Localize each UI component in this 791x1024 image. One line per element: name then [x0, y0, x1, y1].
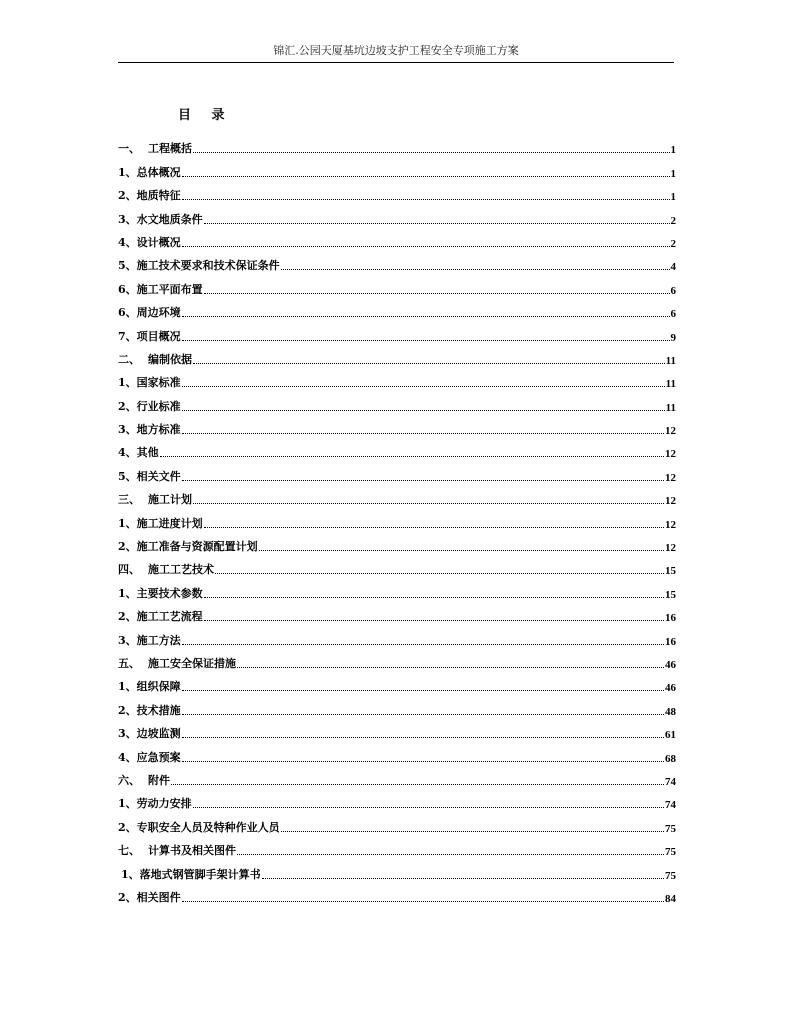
table-of-contents [118, 133, 676, 905]
toc-entry-text: 2、专职安全人员及特种作业人员 [118, 820, 280, 834]
toc-page-number: 74 [665, 799, 676, 812]
toc-entry-text: 1、组织保障 [118, 680, 181, 694]
toc-section-entry[interactable] [118, 203, 676, 226]
toc-dot-leader [182, 410, 665, 411]
toc-entry-text: 1、主要技术参数 [118, 586, 203, 600]
toc-page-number: 84 [665, 892, 676, 905]
toc-entry-text: 编制依据 [148, 352, 192, 366]
toc-section-entry[interactable] [118, 320, 676, 343]
toc-dot-leader [160, 456, 664, 457]
toc-section-entry[interactable] [118, 390, 676, 413]
toc-dot-leader [237, 667, 664, 668]
toc-entry-text: 3、边坡监测 [118, 727, 181, 741]
toc-page-number: 12 [665, 495, 676, 508]
toc-entry-text: 2、地质特征 [118, 189, 181, 203]
toc-chapter-entry[interactable] [118, 133, 676, 156]
toc-page-number: 11 [665, 378, 676, 391]
toc-page-number: 75 [665, 846, 676, 859]
toc-entry-text: 2、技术措施 [118, 703, 181, 717]
toc-entry-text: 3、施工方法 [118, 633, 181, 647]
toc-entry-text: 2、施工准备与资源配置计划 [118, 540, 258, 554]
toc-entry-text: 6、施工平面布置 [118, 282, 203, 296]
toc-dot-leader [182, 246, 670, 247]
toc-dot-leader [204, 597, 664, 598]
toc-page-number: 16 [665, 612, 676, 625]
toc-page-number: 12 [665, 518, 676, 531]
toc-entry-label [118, 632, 181, 648]
toc-dot-leader [193, 152, 670, 153]
toc-page-number: 9 [670, 331, 676, 344]
toc-entry-text: 1、劳动力安排 [118, 797, 192, 811]
toc-dot-leader [182, 480, 664, 481]
toc-section-entry[interactable] [118, 297, 676, 320]
toc-entry-label [118, 866, 261, 882]
header-title: 锦汇.公园天厦基坑边坡支护工程安全专项施工方案 [273, 44, 519, 57]
toc-dot-leader [204, 620, 664, 621]
toc-entry-text: 4、设计概况 [118, 235, 181, 249]
toc-entry-text: 附件 [148, 773, 170, 787]
toc-dot-leader [182, 433, 664, 434]
toc-entry-text: 4、应急预案 [118, 750, 181, 764]
toc-entry-text: 1、国家标准 [118, 376, 181, 390]
toc-chapter-number: 六、 [118, 773, 140, 787]
toc-section-entry[interactable] [118, 367, 676, 390]
toc-chapter-number: 一、 [118, 142, 140, 156]
toc-entry-text: 4、其他 [118, 446, 159, 460]
toc-entry-label [118, 515, 203, 531]
toc-section-entry[interactable] [118, 624, 676, 647]
toc-entry-text: 3、水文地质条件 [118, 212, 203, 226]
toc-dot-leader [182, 316, 670, 317]
toc-page-number: 6 [670, 284, 676, 297]
toc-page-number: 15 [665, 565, 676, 578]
toc-page-number: 4 [670, 261, 676, 274]
toc-page-number: 12 [665, 425, 676, 438]
toc-entry-label [118, 281, 203, 297]
toc-entry-label [118, 211, 203, 227]
toc-dot-leader [182, 199, 670, 200]
toc-entry-label [118, 257, 280, 273]
toc-section-entry[interactable] [118, 694, 676, 717]
toc-entry-label [118, 678, 181, 694]
toc-page-number: 48 [665, 705, 676, 718]
toc-chapter-entry[interactable] [118, 765, 676, 788]
toc-dot-leader [182, 386, 665, 387]
toc-entry-label [118, 725, 181, 741]
toc-dot-leader [281, 269, 670, 270]
toc-dot-leader [182, 761, 664, 762]
toc-section-entry[interactable] [118, 156, 676, 179]
toc-section-entry[interactable] [118, 437, 676, 460]
toc-entry-label [118, 187, 181, 203]
toc-dot-leader [262, 878, 664, 879]
toc-entry-label [118, 164, 181, 180]
toc-chapter-entry[interactable] [118, 835, 676, 858]
toc-entry-text: 3、地方标准 [118, 423, 181, 437]
toc-dot-leader [182, 901, 664, 902]
toc-entry-text: 计算书及相关图件 [148, 844, 236, 858]
toc-entry-label [118, 561, 214, 577]
toc-entry-label [118, 842, 236, 858]
toc-entry-text: 2、施工工艺流程 [118, 610, 203, 624]
toc-page-number: 46 [665, 658, 676, 671]
toc-chapter-entry[interactable] [118, 344, 676, 367]
toc-entry-label [118, 491, 192, 507]
toc-section-entry[interactable] [118, 671, 676, 694]
toc-page-number: 61 [665, 729, 676, 742]
toc-entry-label [118, 444, 159, 460]
toc-entry-text: 7、项目概况 [118, 329, 181, 343]
toc-page-number: 68 [665, 752, 676, 765]
toc-dot-leader [237, 854, 664, 855]
toc-section-entry[interactable] [118, 180, 676, 203]
toc-entry-text: 1、落地式钢管脚手架计算书 [121, 867, 261, 881]
toc-page-number: 12 [665, 542, 676, 555]
toc-section-entry[interactable] [118, 741, 676, 764]
toc-page-number: 46 [665, 682, 676, 695]
toc-page-number: 1 [670, 191, 676, 204]
toc-page-number: 15 [665, 588, 676, 601]
toc-entry-label [118, 608, 203, 624]
toc-section-entry[interactable] [118, 718, 676, 741]
toc-entry-text: 施工安全保证措施 [148, 656, 236, 670]
toc-entry-label [118, 421, 181, 437]
toc-dot-leader [182, 690, 664, 691]
toc-entry-text: 施工工艺技术 [148, 563, 214, 577]
toc-entry-label [118, 585, 203, 601]
toc-dot-leader [204, 527, 664, 528]
toc-dot-leader [171, 784, 664, 785]
toc-entry-label [118, 328, 181, 344]
toc-chapter-number: 五、 [118, 656, 140, 670]
toc-entry-label [118, 398, 181, 414]
toc-page-number: 75 [665, 869, 676, 882]
toc-dot-leader [182, 714, 664, 715]
toc-page-number: 6 [670, 308, 676, 321]
toc-section-entry[interactable] [118, 788, 676, 811]
toc-section-entry[interactable] [118, 577, 676, 600]
toc-entry-text: 工程概括 [148, 142, 192, 156]
toc-title: 目 录 [178, 108, 233, 123]
toc-entry-label [118, 468, 181, 484]
toc-page-number: 12 [665, 471, 676, 484]
toc-entry-text: 2、相关图件 [118, 890, 181, 904]
toc-entry-text: 5、施工技术要求和技术保证条件 [118, 259, 280, 273]
toc-dot-leader [182, 340, 670, 341]
toc-dot-leader [204, 293, 670, 294]
toc-entry-label [118, 140, 192, 156]
toc-section-entry[interactable] [118, 250, 676, 273]
toc-entry-text: 6、周边环境 [118, 306, 181, 320]
toc-entry-text: 1、施工进度计划 [118, 516, 203, 530]
toc-entry-label [118, 538, 258, 554]
toc-entry-label [118, 749, 181, 765]
page-header [118, 40, 674, 63]
toc-dot-leader [182, 644, 664, 645]
toc-chapter-entry[interactable] [118, 554, 676, 577]
toc-page-number: 74 [665, 775, 676, 788]
toc-entry-label [118, 772, 170, 788]
toc-entry-label [118, 351, 192, 367]
toc-dot-leader [182, 737, 664, 738]
toc-entry-label [118, 702, 181, 718]
toc-chapter-number: 三、 [118, 493, 140, 507]
toc-entry-label [118, 234, 181, 250]
toc-chapter-entry[interactable] [118, 648, 676, 671]
toc-section-entry[interactable] [118, 414, 676, 437]
toc-entry-label [118, 819, 280, 835]
toc-page-number: 16 [665, 635, 676, 648]
toc-section-entry[interactable] [118, 882, 676, 905]
toc-section-entry[interactable] [118, 460, 676, 483]
toc-section-entry[interactable] [118, 227, 676, 250]
toc-page-number: 2 [670, 214, 676, 227]
toc-entry-label [118, 304, 181, 320]
toc-page-number: 1 [670, 144, 676, 157]
toc-page-number: 11 [665, 401, 676, 414]
toc-entry-label [118, 795, 192, 811]
toc-dot-leader [193, 807, 664, 808]
toc-dot-leader [182, 176, 670, 177]
toc-dot-leader [281, 831, 664, 832]
toc-entry-text: 施工计划 [148, 493, 192, 507]
toc-dot-leader [193, 363, 665, 364]
toc-section-entry[interactable] [118, 601, 676, 624]
toc-section-entry[interactable] [118, 811, 676, 834]
toc-entry-text: 1、总体概况 [118, 165, 181, 179]
toc-section-entry[interactable] [118, 507, 676, 530]
toc-page-number: 12 [665, 448, 676, 461]
toc-entry-label [118, 889, 181, 905]
toc-page-number: 1 [670, 167, 676, 180]
toc-page-number: 75 [665, 822, 676, 835]
toc-chapter-number: 二、 [118, 352, 140, 366]
toc-entry-label [118, 374, 181, 390]
toc-entry-text: 2、行业标准 [118, 399, 181, 413]
toc-chapter-number: 四、 [118, 563, 140, 577]
toc-page-number: 11 [665, 354, 676, 367]
toc-dot-leader [193, 503, 664, 504]
toc-section-entry[interactable] [118, 273, 676, 296]
toc-section-entry[interactable] [118, 531, 676, 554]
toc-dot-leader [259, 550, 664, 551]
toc-entry-text: 5、相关文件 [118, 469, 181, 483]
toc-page-number: 2 [670, 237, 676, 250]
toc-entry-label [118, 655, 236, 671]
toc-section-entry[interactable] [118, 858, 676, 881]
toc-dot-leader [204, 223, 670, 224]
toc-chapter-number: 七、 [118, 844, 140, 858]
toc-chapter-entry[interactable] [118, 484, 676, 507]
toc-dot-leader [215, 573, 664, 574]
